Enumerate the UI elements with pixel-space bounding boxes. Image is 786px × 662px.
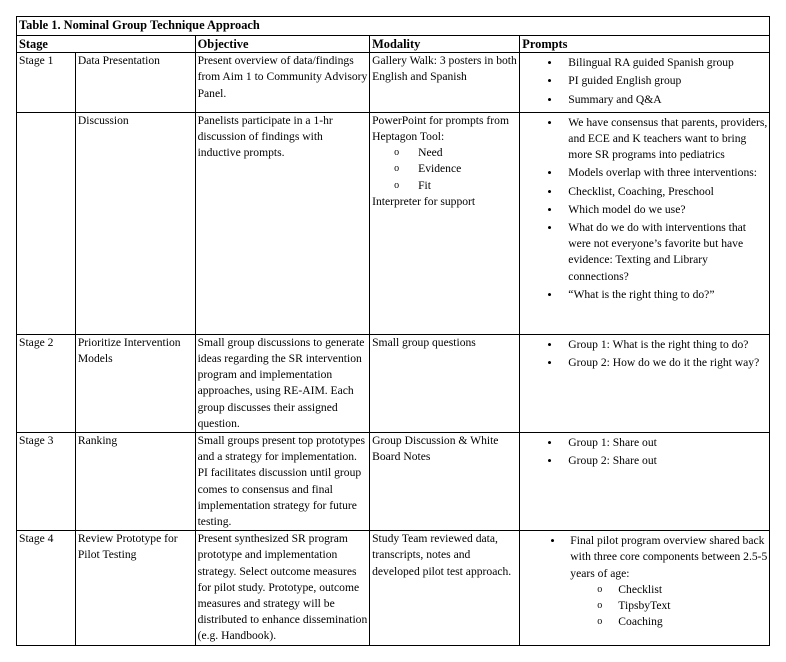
prompt-item: • What do we do with interventions that were not everyone’s favorite but have evidence: Texting and Library connections?: [522, 220, 768, 285]
objective-cell: Panelists participate in a 1-hr discussion of findings with inductive prompts.: [195, 112, 370, 334]
step-name-cell: Discussion: [75, 112, 195, 334]
prompt-item: • Which model do we use?: [522, 202, 768, 218]
nominal-group-technique-table: [16, 16, 770, 646]
stage-cell: Stage 4: [17, 531, 76, 645]
component-item: o TipsbyText: [570, 598, 768, 614]
prompt-item: • “What is the right thing to do?”: [522, 287, 768, 303]
prompt-item: • Checklist, Coaching, Preschool: [522, 184, 768, 200]
step-name-cell: Review Prototype for Pilot Testing: [75, 531, 195, 645]
modality-cell: Gallery Walk: 3 posters in both English and Spanish: [370, 53, 520, 113]
objective-cell: Present overview of data/findings from Aim 1 to Community Advisory Panel.: [195, 53, 370, 113]
modality-item: o Fit: [372, 178, 518, 194]
stage-cell: Stage 3: [17, 433, 76, 531]
prompt-item: • Summary and Q&A: [522, 92, 768, 108]
objective-cell: Small group discussions to generate ideas regarding the SR intervention program and implementation approaches, using RE-AIM. Each group discusses their assigned question.: [195, 334, 370, 432]
prompt-item: • Group 1: Share out: [522, 435, 768, 451]
prompt-item: • Group 2: How do we do it the right way?: [522, 355, 768, 371]
table-title: Table 1. Nominal Group Technique Approach: [17, 17, 770, 36]
modality-outro: Interpreter for support: [372, 194, 476, 208]
header-modality: Modality: [370, 36, 520, 53]
step-name-cell: Ranking: [75, 433, 195, 531]
modality-item: o Need: [372, 145, 518, 161]
modality-intro: PowerPoint for prompts from Heptagon Tool:: [372, 113, 509, 144]
table-row: [17, 53, 770, 113]
prompt-item: • Group 1: What is the right thing to do?: [522, 337, 768, 353]
prompts-cell: [520, 112, 770, 334]
prompts-cell: [520, 433, 770, 531]
prompt-item: • Models overlap with three interventions:: [522, 165, 768, 181]
modality-cell: Study Team reviewed data, transcripts, notes and developed pilot test approach.: [370, 531, 520, 645]
modality-cell: Group Discussion & White Board Notes: [370, 433, 520, 531]
prompt-item: • Bilingual RA guided Spanish group: [522, 55, 768, 71]
header-objective: Objective: [195, 36, 370, 53]
header-prompts: Prompts: [520, 36, 770, 53]
step-name-cell: Data Presentation: [75, 53, 195, 113]
prompt-item: • PI guided English group: [522, 73, 768, 89]
modality-item: o Evidence: [372, 161, 518, 177]
modality-cell: [370, 112, 520, 334]
header-stage: Stage: [17, 36, 196, 53]
table-row: [17, 334, 770, 432]
component-item: o Checklist: [570, 582, 768, 598]
prompt-item: • Group 2: Share out: [522, 453, 768, 469]
objective-cell: Small groups present top prototypes and a strategy for implementation. PI facilitates discussion until group comes to consensus and final implementation strategy for future testing.: [195, 433, 370, 531]
component-item: o Coaching: [570, 614, 768, 630]
objective-cell: Present synthesized SR program prototype and implementation strategy. Select outcome measures for pilot study. Prototype, outcome measures and strategy will be distributed to enhance dissemination (e.g. Handbook).: [195, 531, 370, 645]
table-row: [17, 112, 770, 334]
prompts-cell: [520, 334, 770, 432]
table-header-row: [17, 36, 770, 53]
step-name-cell: Prioritize Intervention Models: [75, 334, 195, 432]
table-title-row: [17, 17, 770, 36]
table-row: [17, 433, 770, 531]
prompts-cell: [520, 531, 770, 645]
stage-cell: Stage 2: [17, 334, 76, 432]
prompt-item: [522, 533, 768, 630]
modality-cell: Small group questions: [370, 334, 520, 432]
table-row: [17, 531, 770, 645]
prompt-main-text: Final pilot program overview shared back with three core components between 2.5-5 years of age:: [570, 534, 768, 580]
prompts-cell: [520, 53, 770, 113]
stage-cell: [17, 112, 76, 334]
prompt-item: • We have consensus that parents, providers, and ECE and K teachers want to bring more SR programs into pediatrics: [522, 115, 768, 164]
stage-cell: Stage 1: [17, 53, 76, 113]
